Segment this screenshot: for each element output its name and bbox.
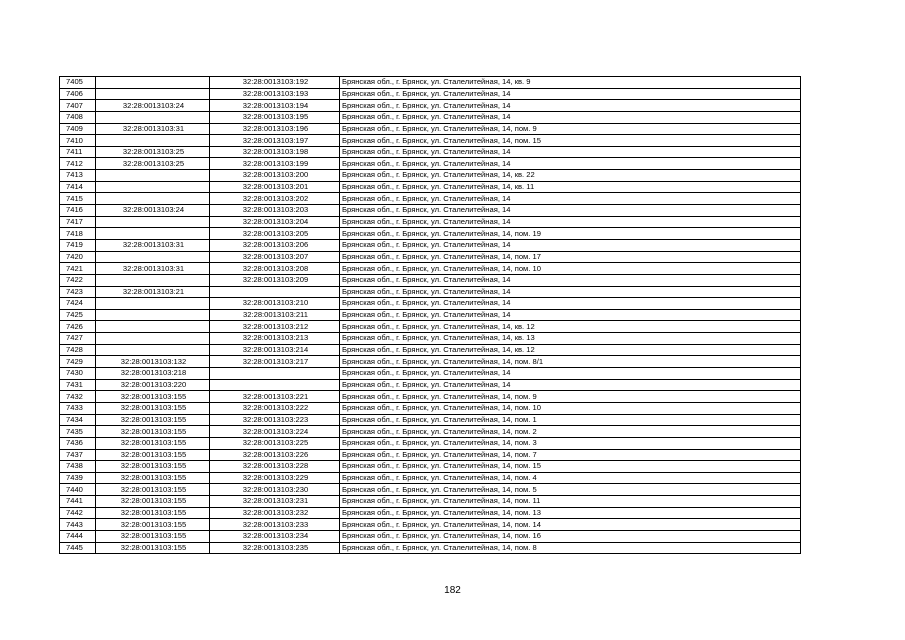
address-cell: Брянская обл., г. Брянск, ул. Сталелитейная, 14, пом. 9 — [340, 391, 801, 403]
address-cell: Брянская обл., г. Брянск, ул. Сталелитейная, 14, пом. 3 — [340, 437, 801, 449]
cadastral-number-cell: 32:28:0013103:206 — [210, 239, 340, 251]
cadastral-number-cell: 32:28:0013103:213 — [210, 333, 340, 345]
address-cell: Брянская обл., г. Брянск, ул. Сталелитейная, 14, кв. 12 — [340, 321, 801, 333]
cadastral-number-cell: 32:28:0013103:230 — [210, 484, 340, 496]
cadastral-number-cell: 32:28:0013103:202 — [210, 193, 340, 205]
row-number-cell: 7445 — [60, 542, 96, 554]
land-parcel-number-cell: 32:28:0013103:155 — [96, 496, 210, 508]
land-parcel-number-cell: 32:28:0013103:155 — [96, 402, 210, 414]
table-row — [60, 391, 801, 403]
address-cell: Брянская обл., г. Брянск, ул. Сталелитейная, 14 — [340, 146, 801, 158]
cadastral-number-cell: 32:28:0013103:198 — [210, 146, 340, 158]
table-row — [60, 496, 801, 508]
row-number-cell: 7428 — [60, 344, 96, 356]
land-parcel-number-cell — [96, 298, 210, 310]
page-number: 182 — [444, 585, 461, 596]
land-parcel-number-cell: 32:28:0013103:31 — [96, 239, 210, 251]
row-number-cell: 7435 — [60, 426, 96, 438]
address-cell: Брянская обл., г. Брянск, ул. Сталелитейная, 14 — [340, 88, 801, 100]
table-row — [60, 216, 801, 228]
cadastral-number-cell: 32:28:0013103:205 — [210, 228, 340, 240]
row-number-cell: 7418 — [60, 228, 96, 240]
table-row — [60, 426, 801, 438]
address-cell: Брянская обл., г. Брянск, ул. Сталелитейная, 14, пом. 19 — [340, 228, 801, 240]
land-parcel-number-cell: 32:28:0013103:31 — [96, 263, 210, 275]
address-cell: Брянская обл., г. Брянск, ул. Сталелитейная, 14, пом. 1 — [340, 414, 801, 426]
cadastral-number-cell: 32:28:0013103:223 — [210, 414, 340, 426]
cadastral-number-cell: 32:28:0013103:195 — [210, 111, 340, 123]
land-parcel-number-cell: 32:28:0013103:155 — [96, 461, 210, 473]
address-cell: Брянская обл., г. Брянск, ул. Сталелитейная, 14, кв. 11 — [340, 181, 801, 193]
table-row — [60, 251, 801, 263]
row-number-cell: 7410 — [60, 135, 96, 147]
table-row — [60, 298, 801, 310]
row-number-cell: 7421 — [60, 263, 96, 275]
land-parcel-number-cell: 32:28:0013103:155 — [96, 530, 210, 542]
row-number-cell: 7417 — [60, 216, 96, 228]
row-number-cell: 7426 — [60, 321, 96, 333]
table-row — [60, 239, 801, 251]
table-row — [60, 461, 801, 473]
row-number-cell: 7413 — [60, 170, 96, 182]
cadastral-number-cell: 32:28:0013103:192 — [210, 77, 340, 89]
land-parcel-number-cell — [96, 77, 210, 89]
table-row — [60, 228, 801, 240]
row-number-cell: 7414 — [60, 181, 96, 193]
cadastral-number-cell: 32:28:0013103:197 — [210, 135, 340, 147]
cadastral-number-cell: 32:28:0013103:209 — [210, 274, 340, 286]
row-number-cell: 7430 — [60, 368, 96, 380]
cadastral-number-cell: 32:28:0013103:229 — [210, 472, 340, 484]
land-parcel-number-cell — [96, 251, 210, 263]
row-number-cell: 7438 — [60, 461, 96, 473]
table-row — [60, 135, 801, 147]
land-parcel-number-cell — [96, 111, 210, 123]
address-cell: Брянская обл., г. Брянск, ул. Сталелитейная, 14, пом. 8 — [340, 542, 801, 554]
address-cell: Брянская обл., г. Брянск, ул. Сталелитейная, 14, пом. 16 — [340, 530, 801, 542]
land-parcel-number-cell: 32:28:0013103:155 — [96, 519, 210, 531]
row-number-cell: 7433 — [60, 402, 96, 414]
cadastral-number-cell: 32:28:0013103:224 — [210, 426, 340, 438]
cadastral-number-cell: 32:28:0013103:225 — [210, 437, 340, 449]
address-cell: Брянская обл., г. Брянск, ул. Сталелитейная, 14 — [340, 286, 801, 298]
row-number-cell: 7412 — [60, 158, 96, 170]
cadastral-number-cell: 32:28:0013103:222 — [210, 402, 340, 414]
address-cell: Брянская обл., г. Брянск, ул. Сталелитейная, 14, пом. 10 — [340, 263, 801, 275]
land-parcel-number-cell: 32:28:0013103:155 — [96, 437, 210, 449]
land-parcel-number-cell — [96, 216, 210, 228]
row-number-cell: 7416 — [60, 205, 96, 217]
table-row — [60, 368, 801, 380]
address-cell: Брянская обл., г. Брянск, ул. Сталелитейная, 14, пом. 15 — [340, 461, 801, 473]
row-number-cell: 7434 — [60, 414, 96, 426]
cadastral-number-cell: 32:28:0013103:233 — [210, 519, 340, 531]
row-number-cell: 7411 — [60, 146, 96, 158]
table-row — [60, 77, 801, 89]
address-cell: Брянская обл., г. Брянск, ул. Сталелитейная, 14, кв. 22 — [340, 170, 801, 182]
row-number-cell: 7437 — [60, 449, 96, 461]
address-cell: Брянская обл., г. Брянск, ул. Сталелитейная, 14, пом. 4 — [340, 472, 801, 484]
address-cell: Брянская обл., г. Брянск, ул. Сталелитейная, 14, пом. 13 — [340, 507, 801, 519]
land-parcel-number-cell: 32:28:0013103:155 — [96, 391, 210, 403]
land-parcel-number-cell — [96, 321, 210, 333]
cadastral-number-cell: 32:28:0013103:203 — [210, 205, 340, 217]
cadastral-number-cell: 32:28:0013103:193 — [210, 88, 340, 100]
cadastral-number-cell: 32:28:0013103:204 — [210, 216, 340, 228]
table-row — [60, 88, 801, 100]
row-number-cell: 7424 — [60, 298, 96, 310]
table-row — [60, 333, 801, 345]
row-number-cell: 7444 — [60, 530, 96, 542]
table-row — [60, 193, 801, 205]
row-number-cell: 7436 — [60, 437, 96, 449]
cadastral-number-cell: 32:28:0013103:208 — [210, 263, 340, 275]
table-row — [60, 321, 801, 333]
row-number-cell: 7442 — [60, 507, 96, 519]
table-row — [60, 146, 801, 158]
table-row — [60, 519, 801, 531]
cadastral-number-cell: 32:28:0013103:217 — [210, 356, 340, 368]
land-parcel-number-cell — [96, 228, 210, 240]
cadastral-number-cell: 32:28:0013103:194 — [210, 100, 340, 112]
land-parcel-number-cell: 32:28:0013103:155 — [96, 414, 210, 426]
address-cell: Брянская обл., г. Брянск, ул. Сталелитейная, 14 — [340, 309, 801, 321]
row-number-cell: 7408 — [60, 111, 96, 123]
land-parcel-number-cell: 32:28:0013103:25 — [96, 146, 210, 158]
table-row — [60, 274, 801, 286]
row-number-cell: 7409 — [60, 123, 96, 135]
table-row — [60, 286, 801, 298]
cadastral-number-cell: 32:28:0013103:235 — [210, 542, 340, 554]
land-parcel-number-cell: 32:28:0013103:155 — [96, 484, 210, 496]
cadastral-number-cell: 32:28:0013103:214 — [210, 344, 340, 356]
cadastral-number-cell — [210, 379, 340, 391]
address-cell: Брянская обл., г. Брянск, ул. Сталелитейная, 14 — [340, 111, 801, 123]
land-parcel-number-cell — [96, 193, 210, 205]
registry-table — [59, 76, 801, 554]
land-parcel-number-cell: 32:28:0013103:25 — [96, 158, 210, 170]
row-number-cell: 7406 — [60, 88, 96, 100]
registry-table-body — [60, 77, 801, 554]
table-row — [60, 507, 801, 519]
row-number-cell: 7420 — [60, 251, 96, 263]
land-parcel-number-cell: 32:28:0013103:155 — [96, 472, 210, 484]
cadastral-number-cell: 32:28:0013103:232 — [210, 507, 340, 519]
address-cell: Брянская обл., г. Брянск, ул. Сталелитейная, 14, пом. 5 — [340, 484, 801, 496]
table-row — [60, 414, 801, 426]
address-cell: Брянская обл., г. Брянск, ул. Сталелитейная, 14, пом. 7 — [340, 449, 801, 461]
land-parcel-number-cell: 32:28:0013103:155 — [96, 449, 210, 461]
land-parcel-number-cell — [96, 88, 210, 100]
land-parcel-number-cell: 32:28:0013103:21 — [96, 286, 210, 298]
cadastral-number-cell: 32:28:0013103:234 — [210, 530, 340, 542]
row-number-cell: 7419 — [60, 239, 96, 251]
address-cell: Брянская обл., г. Брянск, ул. Сталелитейная, 14 — [340, 298, 801, 310]
address-cell: Брянская обл., г. Брянск, ул. Сталелитейная, 14, кв. 9 — [340, 77, 801, 89]
address-cell: Брянская обл., г. Брянск, ул. Сталелитейная, 14 — [340, 239, 801, 251]
table-row — [60, 344, 801, 356]
land-parcel-number-cell — [96, 181, 210, 193]
address-cell: Брянская обл., г. Брянск, ул. Сталелитейная, 14, кв. 13 — [340, 333, 801, 345]
table-row — [60, 205, 801, 217]
table-row — [60, 170, 801, 182]
address-cell: Брянская обл., г. Брянск, ул. Сталелитейная, 14, пом. 10 — [340, 402, 801, 414]
land-parcel-number-cell: 32:28:0013103:220 — [96, 379, 210, 391]
cadastral-number-cell: 32:28:0013103:196 — [210, 123, 340, 135]
cadastral-number-cell: 32:28:0013103:211 — [210, 309, 340, 321]
cadastral-number-cell: 32:28:0013103:231 — [210, 496, 340, 508]
row-number-cell: 7407 — [60, 100, 96, 112]
row-number-cell: 7425 — [60, 309, 96, 321]
cadastral-number-cell — [210, 286, 340, 298]
land-parcel-number-cell — [96, 344, 210, 356]
address-cell: Брянская обл., г. Брянск, ул. Сталелитейная, 14 — [340, 100, 801, 112]
row-number-cell: 7429 — [60, 356, 96, 368]
row-number-cell: 7441 — [60, 496, 96, 508]
table-row — [60, 123, 801, 135]
address-cell: Брянская обл., г. Брянск, ул. Сталелитейная, 14, пом. 9 — [340, 123, 801, 135]
land-parcel-number-cell — [96, 333, 210, 345]
land-parcel-number-cell: 32:28:0013103:155 — [96, 542, 210, 554]
cadastral-number-cell: 32:28:0013103:200 — [210, 170, 340, 182]
row-number-cell: 7432 — [60, 391, 96, 403]
row-number-cell: 7415 — [60, 193, 96, 205]
cadastral-number-cell: 32:28:0013103:201 — [210, 181, 340, 193]
address-cell: Брянская обл., г. Брянск, ул. Сталелитейная, 14, пом. 17 — [340, 251, 801, 263]
table-row — [60, 472, 801, 484]
address-cell: Брянская обл., г. Брянск, ул. Сталелитейная, 14 — [340, 205, 801, 217]
address-cell: Брянская обл., г. Брянск, ул. Сталелитейная, 14, пом. 14 — [340, 519, 801, 531]
row-number-cell: 7422 — [60, 274, 96, 286]
table-row — [60, 437, 801, 449]
land-parcel-number-cell — [96, 309, 210, 321]
land-parcel-number-cell: 32:28:0013103:155 — [96, 426, 210, 438]
address-cell: Брянская обл., г. Брянск, ул. Сталелитейная, 14 — [340, 368, 801, 380]
cadastral-number-cell — [210, 368, 340, 380]
address-cell: Брянская обл., г. Брянск, ул. Сталелитейная, 14, пом. 2 — [340, 426, 801, 438]
land-parcel-number-cell: 32:28:0013103:24 — [96, 100, 210, 112]
address-cell: Брянская обл., г. Брянск, ул. Сталелитейная, 14 — [340, 216, 801, 228]
address-cell: Брянская обл., г. Брянск, ул. Сталелитейная, 14 — [340, 193, 801, 205]
address-cell: Брянская обл., г. Брянск, ул. Сталелитейная, 14, пом. 11 — [340, 496, 801, 508]
cadastral-number-cell: 32:28:0013103:226 — [210, 449, 340, 461]
row-number-cell: 7440 — [60, 484, 96, 496]
address-cell: Брянская обл., г. Брянск, ул. Сталелитейная, 14, пом. 8/1 — [340, 356, 801, 368]
row-number-cell: 7427 — [60, 333, 96, 345]
cadastral-number-cell: 32:28:0013103:228 — [210, 461, 340, 473]
table-row — [60, 309, 801, 321]
land-parcel-number-cell — [96, 135, 210, 147]
address-cell: Брянская обл., г. Брянск, ул. Сталелитейная, 14, кв. 12 — [340, 344, 801, 356]
land-parcel-number-cell — [96, 170, 210, 182]
table-row — [60, 530, 801, 542]
cadastral-number-cell: 32:28:0013103:221 — [210, 391, 340, 403]
land-parcel-number-cell: 32:28:0013103:132 — [96, 356, 210, 368]
table-row — [60, 263, 801, 275]
table-row — [60, 449, 801, 461]
land-parcel-number-cell: 32:28:0013103:218 — [96, 368, 210, 380]
table-row — [60, 484, 801, 496]
address-cell: Брянская обл., г. Брянск, ул. Сталелитейная, 14 — [340, 158, 801, 170]
land-parcel-number-cell: 32:28:0013103:24 — [96, 205, 210, 217]
table-row — [60, 356, 801, 368]
table-row — [60, 181, 801, 193]
row-number-cell: 7443 — [60, 519, 96, 531]
table-row — [60, 111, 801, 123]
table-row — [60, 542, 801, 554]
table-row — [60, 100, 801, 112]
row-number-cell: 7431 — [60, 379, 96, 391]
row-number-cell: 7405 — [60, 77, 96, 89]
address-cell: Брянская обл., г. Брянск, ул. Сталелитейная, 14 — [340, 379, 801, 391]
address-cell: Брянская обл., г. Брянск, ул. Сталелитейная, 14 — [340, 274, 801, 286]
row-number-cell: 7423 — [60, 286, 96, 298]
cadastral-number-cell: 32:28:0013103:212 — [210, 321, 340, 333]
table-row — [60, 158, 801, 170]
table-row — [60, 402, 801, 414]
cadastral-number-cell: 32:28:0013103:207 — [210, 251, 340, 263]
table-row — [60, 379, 801, 391]
land-parcel-number-cell: 32:28:0013103:155 — [96, 507, 210, 519]
cadastral-number-cell: 32:28:0013103:210 — [210, 298, 340, 310]
land-parcel-number-cell — [96, 274, 210, 286]
row-number-cell: 7439 — [60, 472, 96, 484]
land-parcel-number-cell: 32:28:0013103:31 — [96, 123, 210, 135]
address-cell: Брянская обл., г. Брянск, ул. Сталелитейная, 14, пом. 15 — [340, 135, 801, 147]
cadastral-number-cell: 32:28:0013103:199 — [210, 158, 340, 170]
